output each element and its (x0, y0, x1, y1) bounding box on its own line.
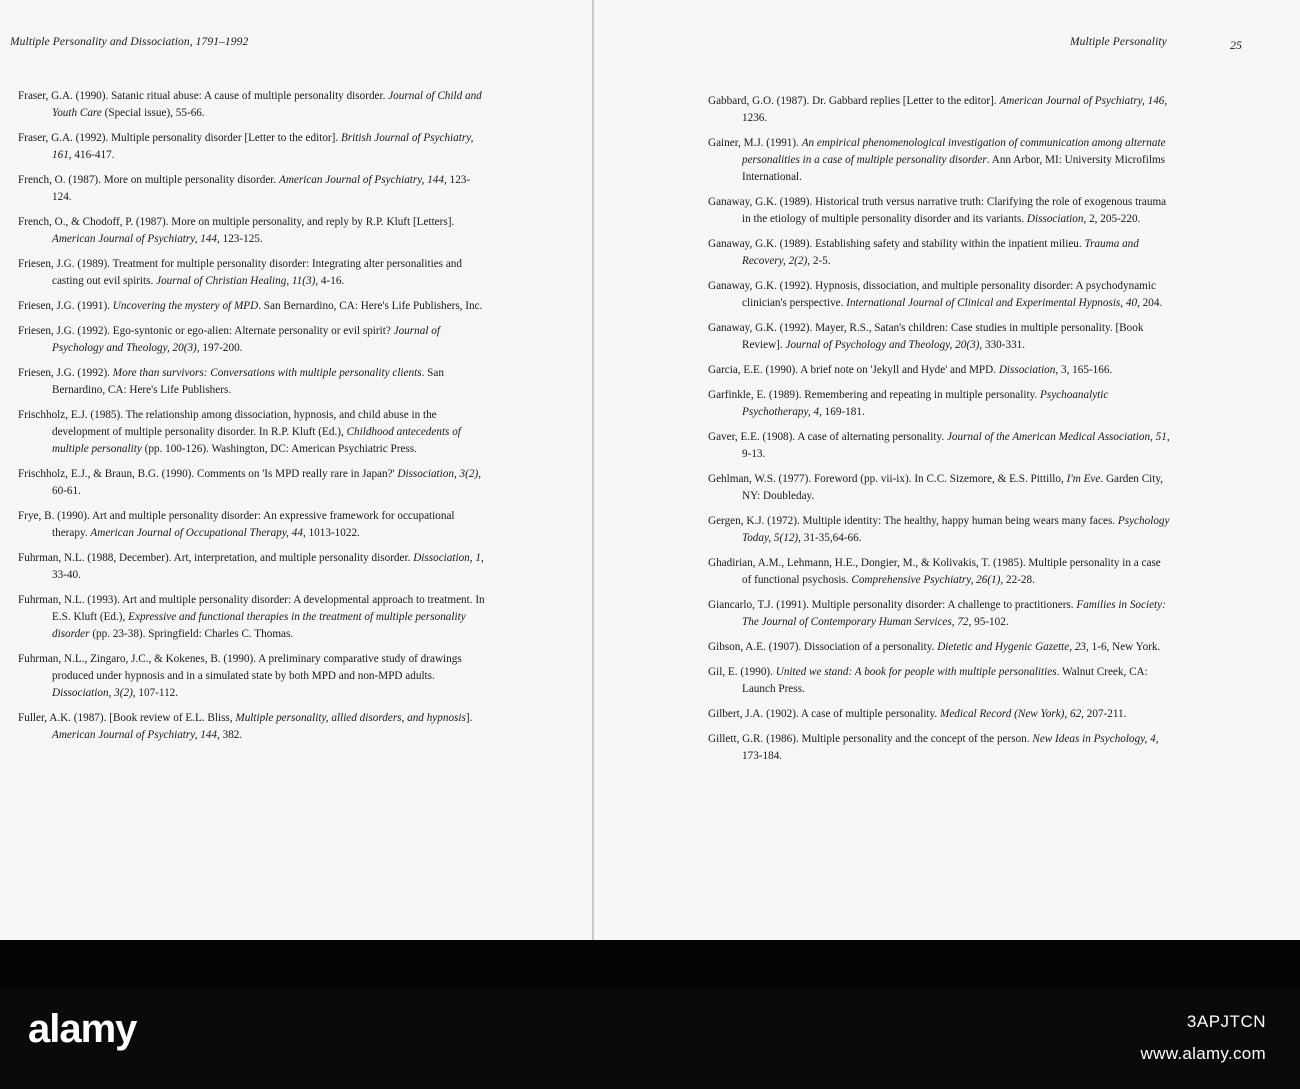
reference-text-run: Gabbard, G.O. (1987). Dr. Gabbard replies [Letter to the editor]. (708, 95, 1000, 107)
reference-text-run: , 416-417. (68, 149, 115, 161)
reference-entry (708, 664, 1172, 698)
reference-entry (18, 172, 488, 206)
reference-italic-run: American Journal of Occupational Therapy, 44 (90, 527, 303, 539)
reference-italic-run: Uncovering the mystery of MPD (112, 300, 259, 312)
reference-text-run: Fuller, A.K. (1987). [Book review of E.L. Bliss, (18, 712, 236, 724)
reference-text-run: (pp. 100-126). Washington, DC: American Psychiatric Press. (141, 443, 417, 455)
reference-text-run: Gillett, G.R. (1986). Multiple personality and the concept of the person. (708, 733, 1033, 745)
reference-text-run: , 1-6, New York. (1086, 641, 1161, 653)
reference-entry (18, 651, 488, 702)
reference-italic-run: Medical Record (New York), 62 (940, 708, 1082, 720)
reference-text-run: Fuhrman, N.L. (1988, December). Art, interpretation, and multiple personality disorder. (18, 552, 414, 564)
right-running-head: Multiple Personality (1070, 36, 1167, 48)
reference-text-run: Fraser, G.A. (1990). Satanic ritual abuse: A cause of multiple personality disorder. (18, 90, 389, 102)
site-url: www.alamy.com (1140, 1044, 1266, 1063)
reference-text-run: , 95-102. (968, 616, 1009, 628)
reference-italic-run: British Journal of Psychiatry, 161 (52, 132, 474, 161)
reference-italic-run: More than survivors: Conversations with multiple personality clients (112, 367, 422, 379)
reference-text-run: , 3, 165-166. (1055, 364, 1113, 376)
reference-text-run: Fraser, G.A. (1992). Multiple personality disorder [Letter to the editor]. (18, 132, 341, 144)
reference-italic-run: New Ideas in Psychology, 4 (1032, 733, 1156, 745)
reference-text-run: , 22-28. (1000, 574, 1035, 586)
reference-italic-run: Dissociation (998, 364, 1056, 376)
reference-text-run: . San Bernardino, CA: Here's Life Publishers, Inc. (258, 300, 483, 312)
reference-italic-run: Dissociation, 1 (413, 552, 481, 564)
reference-text-run: , 382. (217, 729, 243, 741)
reference-text-run: Garfinkle, E. (1989). Remembering and repeating in multiple personality. (708, 389, 1041, 401)
reference-text-run: Friesen, J.G. (1992). Ego-syntonic or ego-alien: Alternate personality or evil spirit? (18, 325, 394, 337)
reference-entry (18, 508, 488, 542)
reference-entry (708, 471, 1172, 505)
reference-text-run: Frischholz, E.J., & Braun, B.G. (1990). Comments on 'Is MPD really rare in Japan?' (18, 468, 398, 480)
reference-text-run: French, O. (1987). More on multiple personality disorder. (18, 174, 279, 186)
reference-italic-run: Psychology Today, 5(12) (742, 515, 1170, 544)
reference-entry (708, 194, 1172, 228)
reference-entry (18, 130, 488, 164)
reference-text-run: Gil, E. (1990). (708, 666, 776, 678)
reference-italic-run: Dissociation (1026, 213, 1084, 225)
page-number: 25 (1230, 38, 1242, 52)
reference-italic-run: Dietetic and Hygenic Gazette, 23 (937, 641, 1087, 653)
reference-text-run: . Garden City, NY: Doubleday. (742, 473, 1164, 502)
reference-italic-run: American Journal of Psychiatry, 146 (999, 95, 1165, 107)
reference-text-run: Ganaway, G.K. (1989). Establishing safety and stability within the inpatient milieu. (708, 238, 1085, 250)
reference-text-run: . Walnut Creek, CA: Launch Press. (742, 666, 1148, 695)
alamy-logo-icon (28, 1008, 170, 1052)
reference-italic-run: American Journal of Psychiatry, 144 (52, 729, 217, 741)
reference-italic-run: Dissociation, 3(2) (52, 687, 133, 699)
reference-text-run: . Ann Arbor, MI: University Microfilms International. (742, 154, 1165, 183)
reference-text-run: , 33-40. (52, 552, 484, 581)
reference-text-run: Frischholz, E.J. (1985). The relationship among dissociation, hypnosis, and child abuse in the development of multiple personality disorder. In R.P. Kluft (Ed.), (18, 409, 437, 438)
reference-entry (18, 256, 488, 290)
reference-text-run: , 2, 205-220. (1083, 213, 1141, 225)
reference-text-run: . San Bernardino, CA: Here's Life Publishers. (52, 367, 444, 396)
reference-text-run: Garcia, E.E. (1990). A brief note on 'Jekyll and Hyde' and MPD. (708, 364, 999, 376)
reference-entry (708, 639, 1172, 656)
reference-text-run: Gergen, K.J. (1972). Multiple identity: The healthy, happy human being wears many faces. (708, 515, 1118, 527)
reference-entry (18, 323, 488, 357)
reference-text-run: Gibson, A.E. (1907). Dissociation of a personality. (708, 641, 938, 653)
reference-italic-run: An empirical phenomenological investigation of communication among alternate personalities in a case of multiple personality disorder (742, 137, 1166, 166)
reference-entry (18, 214, 488, 248)
alamy-logo (28, 1008, 170, 1052)
reference-text-run: , 204. (1137, 297, 1163, 309)
reference-entry (18, 298, 488, 315)
reference-italic-run: Trauma and Recovery, 2(2) (742, 238, 1139, 267)
reference-italic-run: United we stand: A book for people with multiple personalities (775, 666, 1057, 678)
reference-text-run: Friesen, J.G. (1989). Treatment for multiple personality disorder: Integrating alter personalities and casting out evil spirits. (18, 258, 462, 287)
reference-italic-run: Journal of Psychology and Theology, 20(3) (52, 325, 440, 354)
reference-entry (18, 710, 488, 744)
reference-italic-run: Dissociation, 3(2) (397, 468, 479, 480)
reference-italic-run: Journal of the American Medical Association, 51 (946, 431, 1167, 443)
reference-italic-run: Comprehensive Psychiatry, 26(1) (851, 574, 1001, 586)
scan-black-band (0, 940, 1300, 990)
reference-entry (18, 365, 488, 399)
reference-text-run: Fuhrman, N.L., Zingaro, J.C., & Kokenes, B. (1990). A preliminary comparative study of drawings produced under hypnosis and in a simulated state by both MPD and non-MPD adults. (18, 653, 462, 682)
reference-italic-run: Journal of Psychology and Theology, 20(3) (785, 339, 980, 351)
reference-text-run: , 330-331. (979, 339, 1026, 351)
reference-entry (708, 278, 1172, 312)
reference-italic-run: Multiple personality, allied disorders, and hypnosis (235, 712, 466, 724)
right-reference-list (708, 93, 1172, 773)
reference-italic-run: Journal of Christian Healing, 11(3) (156, 275, 316, 287)
reference-entry (708, 362, 1172, 379)
reference-text-run: Fuhrman, N.L. (1993). Art and multiple personality disorder: A developmental approach to treatment. In E.S. Kluft (Ed.), (18, 594, 485, 623)
reference-text-run: , 123-124. (52, 174, 471, 203)
reference-text-run: Gehlman, W.S. (1977). Foreword (pp. vii-ix). In C.C. Sizemore, & E.S. Pittillo, (708, 473, 1067, 485)
reference-italic-run: I'm Eve (1066, 473, 1101, 485)
left-running-head: Multiple Personality and Dissociation, 1791–1992 (10, 36, 249, 48)
reference-italic-run: American Journal of Psychiatry, 144 (52, 233, 217, 245)
reference-text-run: Ghadirian, A.M., Lehmann, H.E., Dongier, M., & Kolivakis, T. (1985). Multiple personality in a case of functional psychosis. (708, 557, 1161, 586)
reference-text-run: Friesen, J.G. (1991). (18, 300, 113, 312)
reference-text-run: Gainer, M.J. (1991). (708, 137, 802, 149)
reference-text-run: , 1236. (742, 95, 1168, 124)
reference-entry (18, 592, 488, 643)
reference-text-run: , 197-200. (196, 342, 243, 354)
reference-entry (708, 513, 1172, 547)
left-reference-list (18, 88, 488, 752)
reference-text-run: Gilbert, J.A. (1902). A case of multiple personality. (708, 708, 940, 720)
reference-text-run: , 4-16. (315, 275, 345, 287)
reference-text-run: , 1013-1022. (302, 527, 360, 539)
reference-entry (708, 597, 1172, 631)
reference-italic-run: Psychoanalytic Psychotherapy, 4 (742, 389, 1109, 418)
reference-entry (708, 555, 1172, 589)
watermark-footer (0, 990, 1300, 1089)
reference-text-run: Gaver, E.E. (1908). A case of alternating personality. (708, 431, 947, 443)
reference-entry (708, 93, 1172, 127)
reference-entry (18, 88, 488, 122)
reference-text-run: , 31-35,64-66. (798, 532, 862, 544)
reference-italic-run: International Journal of Clinical and Experimental Hypnosis, 40 (846, 297, 1138, 309)
reference-text-run: Ganaway, G.K. (1992). Hypnosis, dissociation, and multiple personality disorder: A psychodynamic clinician's perspective. (708, 280, 1156, 309)
reference-entry (708, 320, 1172, 354)
reference-text-run: , 173-184. (742, 733, 1159, 762)
reference-italic-run: Journal of Child and Youth Care (52, 90, 482, 119)
reference-text-run: , 2-5. (807, 255, 831, 267)
reference-italic-run: Expressive and functional therapies in the treatment of multiple personality disorder (52, 611, 466, 640)
reference-entry (708, 387, 1172, 421)
reference-text-run: Friesen, J.G. (1992). (18, 367, 113, 379)
reference-text-run: , 9-13. (742, 431, 1170, 460)
reference-italic-run: Families in Society: The Journal of Contemporary Human Services, 72 (742, 599, 1166, 628)
reference-entry (708, 236, 1172, 270)
reference-text-run: (Special issue), 55-66. (101, 107, 205, 119)
reference-entry (708, 731, 1172, 765)
svg-text:alamy: alamy (28, 1008, 137, 1051)
reference-text-run: , 60-61. (52, 468, 481, 497)
reference-text-run: Frye, B. (1990). Art and multiple personality disorder: An expressive framework for occupational therapy. (18, 510, 455, 539)
left-page (0, 0, 592, 940)
reference-entry (18, 407, 488, 458)
reference-text-run: Ganaway, G.K. (1992). Mayer, R.S., Satan's children: Case studies in multiple personality. [Book Review]. (708, 322, 1144, 351)
reference-entry (18, 466, 488, 500)
reference-text-run: , 107-112. (132, 687, 179, 699)
reference-text-run: , 207-211. (1081, 708, 1127, 720)
reference-text-run: Giancarlo, T.J. (1991). Multiple personality disorder: A challenge to practitioners. (708, 599, 1077, 611)
reference-text-run: ]. (465, 712, 473, 724)
reference-entry (18, 550, 488, 584)
reference-text-run: French, O., & Chodoff, P. (1987). More on multiple personality, and reply by R.P. Kluft [Letters]. (18, 216, 455, 228)
reference-entry (708, 706, 1172, 723)
reference-italic-run: Childhood antecedents of multiple personality (52, 426, 461, 455)
reference-entry (708, 135, 1172, 186)
reference-text-run: (pp. 23-38). Springfield: Charles C. Thomas. (89, 628, 294, 640)
reference-text-run: , 169-181. (819, 406, 865, 418)
reference-italic-run: American Journal of Psychiatry, 144 (279, 174, 444, 186)
right-page (594, 0, 1300, 940)
reference-text-run: Ganaway, G.K. (1989). Historical truth versus narrative truth: Clarifying the role of exogenous trauma in the etiology of multiple personality disorder and its variants. (708, 196, 1167, 225)
reference-entry (708, 429, 1172, 463)
reference-text-run: , 123-125. (217, 233, 263, 245)
image-id: 3APJTCN (1186, 1012, 1266, 1031)
